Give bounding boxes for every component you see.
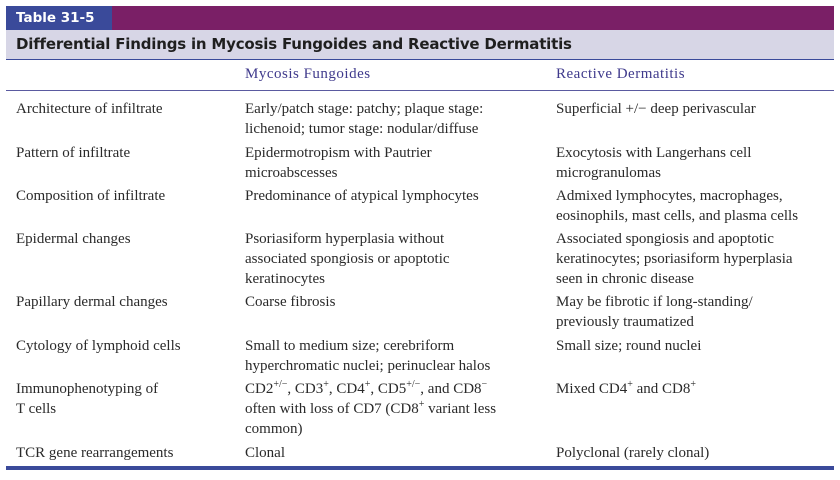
cell-mf-composition: Predominance of atypical lymphocytes [245,188,479,204]
cell-rd-architecture: Superficial +/− deep perivascular [556,101,756,117]
header-bar [6,6,834,30]
cell-mf-tcr: Clonal [245,445,285,461]
title-bar [6,30,834,60]
row-label-pattern: Pattern of infiltrate [16,145,131,161]
bottom-rule [6,466,834,470]
cell-mf-papillary: Coarse fibrosis [245,294,336,310]
cell-rd-immunophenotyping: Mixed CD4+ and CD8+ [556,379,697,397]
row-label-papillary: Papillary dermal changes [16,294,168,310]
cell-mf-pattern: Epidermotropism with Pautrier microabscesses [245,145,432,181]
cell-rd-tcr: Polyclonal (rarely clonal) [556,445,710,461]
cell-rd-epidermal: Associated spongiosis and apoptotic keratinocytes; psoriasiform hyperplasia seen in chronic disease [556,231,793,287]
cell-mf-cytology: Small to medium size; cerebriform hyperchromatic nuclei; perinuclear halos [245,338,491,374]
row-label-architecture: Architecture of infiltrate [16,101,163,117]
cell-rd-papillary: May be fibrotic if long-standing/ previously traumatized [556,294,753,330]
table-number-label: Table 31-5 [6,6,112,30]
cell-mf-architecture: Early/patch stage: patchy; plaque stage: lichenoid; tumor stage: nodular/diffuse [245,101,484,137]
cell-mf-immunophenotyping: CD2+/−, CD3+, CD4+, CD5+/−, and CD8− often with loss of CD7 (CD8+ variant less common) [245,379,497,437]
table-title: Differential Findings in Mycosis Fungoides and Reactive Dermatitis [16,35,572,53]
row-label-cytology: Cytology of lymphoid cells [16,338,181,354]
cell-mf-epidermal: Psoriasiform hyperplasia without associated spongiosis or apoptotic keratinocytes [245,231,450,287]
column-header-reactive-dermatitis: Reactive Dermatitis [556,66,686,82]
row-label-immunophenotyping: Immunophenotyping of T cells [16,381,159,417]
cell-rd-pattern: Exocytosis with Langerhans cell microgranulomas [556,145,752,181]
row-label-epidermal: Epidermal changes [16,231,131,247]
header-divider [6,90,834,91]
cell-rd-composition: Admixed lymphocytes, macrophages, eosinophils, mast cells, and plasma cells [556,188,799,224]
row-label-tcr: TCR gene rearrangements [16,445,174,461]
column-header-mycosis-fungoides: Mycosis Fungoides [245,66,371,82]
row-label-composition: Composition of infiltrate [16,188,166,204]
cell-rd-cytology: Small size; round nuclei [556,338,702,354]
